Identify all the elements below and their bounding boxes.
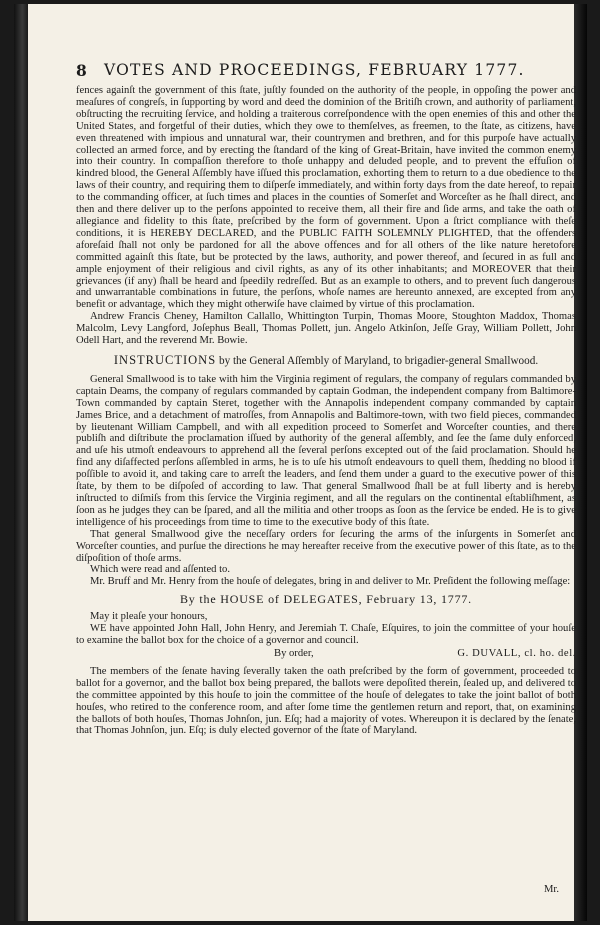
- paragraph-assent: Which were read and aſſented to.: [90, 564, 231, 576]
- paragraph-proclamation: fences againſt the government of this ſtate, juſtly founded on the authority of the people, in oppoſing the power and meaſures of congreſs, in ſupporting by word and deed the dominion of the Britiſh crown, and authority of parliament, obſtructing the recruiting ſervice, and holding a traiterous correſpondence with the open enemies of this and other the United States, and forgetful of their duties, which they owe to themſelves, as freemen, to the ſtate, as citizens, have even threatened with impious and unnatural war, their countrymen and brethren, and for this purpoſe have actually collected an armed force, and by erecting the ſtandard of the king of Great-Britain, have invited the common enemy into their country. In compaſſion therefore to thoſe unhappy and deluded people, and to prevent the effuſion of kindred blood, the General Aſſembly have iſſued this proclamation, exhorting them to return to a due obedience to the laws of their country, and requiring them to diſperſe immediately, and within forty days from the date hereof, to repair to the commanding officer, at ſuch times and places in the counties of Somerſet and Worceſter as he ſhall direct, and then and there deliver up to the perſons appointed to receive them, all their fire and ſide arms, and take the oath of allegiance and fidelity to this ſtate, preſcribed by the form of government. Upon a ſtrict compliance with theſe conditions, it is HEREBY DECLARED, and the PUBLIC FAITH SOLEMNLY PLIGHTED, that the offenders aforeſaid ſhall not only be pardoned for all the above offences and for all others of the like nature heretofore committed againſt this ſtate, but be protected by the laws, authority, and power thereof, and ſecured in as full and ample enjoyment of their religious and civil rights, as any of its other inhabitants; and MOREOVER that their grievances (if any) ſhall be heard and ſpeedily redreſſed. But as an example to others, and to prevent ſuch dangerous and unwarrantable combinations in future, the perſons, whoſe names are hereunto annexed, are excepted from any benefit or advantage, which they might otherwiſe have claimed by virtue of this proclamation.: [76, 85, 576, 311]
- paragraph-arms: That general Smallwood give the neceſſary orders for ſecuring the arms of the inſurgents in Somerſet and Worceſter counties, and purſue the directions he may hereafter receive from the executive power of this ſtate, as to the diſpoſition of thoſe arms.: [76, 528, 576, 564]
- page-gutter-shadow: [14, 4, 28, 921]
- paragraph-excepted-names: Andrew Francis Cheney, Hamilton Callallo, Whittington Turpin, Thomas Moore, Stoughton Maddox, Thomas Malcolm, Levy Langford, Joſephus Beall, Thomas Pollett, jun. Angelo Atkinſon, Jeſſe Gray, William Pollett, John Odell Hart, and the reverend Mr. Bowie.: [76, 311, 576, 347]
- section-heading-instructions: [76, 354, 576, 368]
- heading-keyword: INSTRUCTIONS: [113, 352, 217, 367]
- by-order: By order,: [274, 647, 314, 659]
- paragraph-message: WE have appointed John Hall, John Henry, and Jeremiah T. Chaſe, Eſquires, to join the committee of your houſe to examine the ballot box for the choice of a governor and council.: [76, 623, 576, 646]
- clerk-signature: G. DUVALL, cl. ho. del.: [457, 647, 576, 659]
- paragraph-ballot: The members of the ſenate having ſeverally taken the oath preſcribed by the form of government, proceeded to ballot for a governor, and the ballot box being prepared, the ballots were depoſited therein, ſealed up, and delivered to the committee appointed by this houſe to join the committee of the houſe of delegates to take the joint ballot of both houſes, who retired to the conference room, and after ſome time the gentlemen return and report, that, on examining the ballots of both houſes, Thomas Johnſon, jun. Eſq; had a majority of votes. Whereupon it is declared by the ſenate, that Thomas Johnſon, jun. Eſq; is duly elected governor of the ſtate of Maryland.: [76, 665, 576, 737]
- paragraph-instructions: General Smallwood is to take with him the Virginia regiment of regulars, the company of regulars commanded by captain Deams, the company of regulars commanded by captain Godman, the independent company from Baltimore-Town commanded by captain Steret, together with the Annapolis independent company commanded by captain James Brice, and a detachment of matroſſes, from Annapolis and Baltimore-town, with two field pieces, commanded by lieutenant William Campbell, and with all expedition proceed to Somerſet and Worceſter counties, and there publiſh and diſtribute the proclamation iſſued by authority of the general aſſembly, and ſee the ſame duly enforced, and uſe his utmoſt endeavours to apprehend all the ſeveral perſons excepted out of the ſaid proclamation. Should he find any diſaffected perſons aſſembled in arms, he is to uſe his utmoſt endeavours to quell them, ſhedding no blood if poſſible to avoid it, and taking care to arreſt the leaders, and ſend them under a guard to the executive power of this ſtate, by them to be diſpoſed of according to law. That general Smallwood ſhall be at full liberty and is hereby inſtructed to diſmiſs from this ſervice the Virginia regiment, and all the regulars on the continental eſtabliſhment, as ſoon as he judges they can be ſpared, and all the militia and other troops as ſoon as the ſervice be ended. He is to give intelligence of his proceedings from time to time to the executive body of this ſtate.: [76, 373, 576, 528]
- body-text: [76, 85, 576, 737]
- signature-line: [76, 648, 576, 660]
- page-number: 8: [76, 61, 88, 80]
- book-page: [14, 4, 587, 921]
- running-header: [76, 61, 564, 83]
- running-title: VOTES AND PROCEEDINGS, FEBRUARY 1777.: [104, 61, 525, 79]
- heading-rest: by the General Aſſembly of Maryland, to brigadier-general Smallwood.: [218, 354, 539, 367]
- catchword: Mr.: [543, 884, 559, 895]
- house-heading: By the HOUSE of DELEGATES, February 13, 1777.: [180, 592, 472, 607]
- paragraph-message-intro: Mr. Bruff and Mr. Henry from the houſe of delegates, bring in and deliver to Mr. Preſident the following meſſage:: [90, 576, 571, 588]
- paragraph-salutation: May it pleaſe your honours,: [90, 611, 208, 623]
